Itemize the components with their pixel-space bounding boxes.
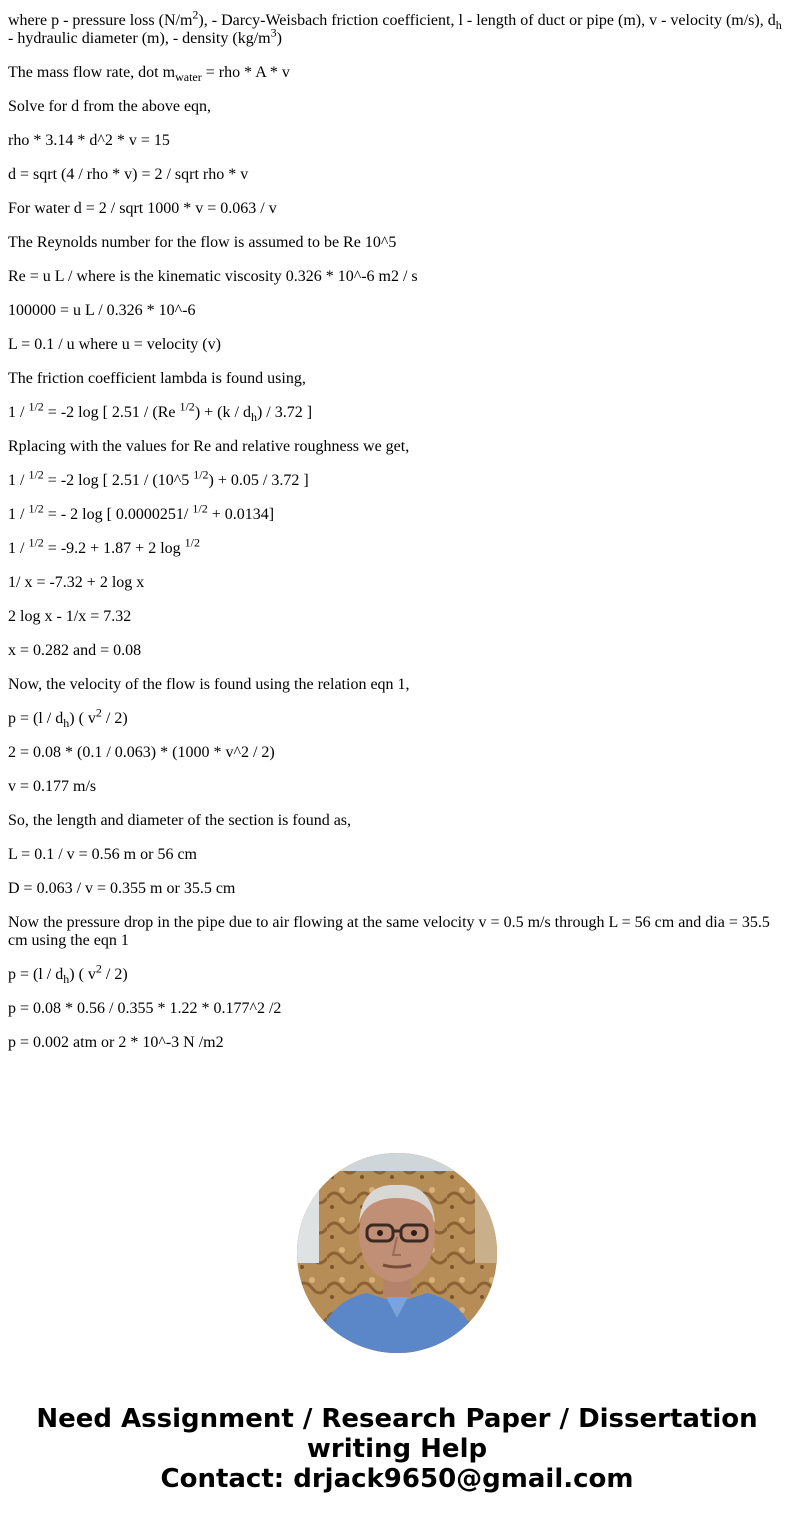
line-text: x = 0.282 and = 0.08 [8,642,142,659]
line-friction-eqn-3: 1 / $^{1/2}$ = - 2 log [ 0.0000251/ $^{1/2}$ + 0.0134] [8,501,275,523]
solution-text [8,7,786,1068]
line-text: L = 0.1 / v = 0.56 m or 56 cm [8,846,197,863]
line-text: 2 = 0.08 * (0.1 / 0.063) * (1000 * v^2 / 2) [8,744,275,761]
line-text: 2 log x - 1/x = 7.32 [8,608,132,625]
line-pressure-eqn-2: $p = (l / d_h)$ ( $v^2 / 2$) [8,961,128,987]
line-pressure-eqn: $p = (l / d_h)$ ( $v^2 / 2$) [8,705,128,731]
line-text: L = 0.1 / u where u = velocity (v) [8,336,221,353]
line-text: v = 0.177 m/s [8,778,97,795]
line-text: d = sqrt (4 / rho * v) = 2 / sqrt rho * v [8,166,249,183]
line-friction-eqn-4: 1 / $^{1/2}$ = -9.2 + 1.87 + 2 log $^{1/2}$ [8,535,200,557]
footer-contact [0,1404,794,1494]
footer-email: Contact: drjack9650@gmail.com [160,1464,634,1494]
line-text: Rplacing with the values for Re and relative roughness we get, [8,438,410,455]
line-mass-flow: The mass flow rate, dot $m_{water}$ = rho * A * v [8,64,290,85]
line-text: D = 0.063 / v = 0.355 m or 35.5 cm [8,880,236,897]
line-text: p = 0.002 atm or 2 * 10^-3 N /m2 [8,1034,224,1051]
line-text: 1/ x = -7.32 + 2 log x [8,574,145,591]
line-text: The Reynolds number for the flow is assumed to be Re 10^5 [8,234,397,251]
line-friction-eqn-2: 1 / $^{1/2}$ = -2 log [ 2.51 / (10^5 $^{1/2}$) + 0.05 / 3.72 ] [8,467,309,489]
line-text: Now, the velocity of the flow is found using the relation eqn 1, [8,676,410,693]
line-text: Solve for d from the above eqn, [8,98,212,115]
line-text: The friction coefficient lambda is found using, [8,370,306,387]
line-text: Re = u L / where is the kinematic viscosity 0.326 * 10^-6 m2 / s [8,268,418,285]
avatar-portrait-icon [297,1153,497,1353]
line-text: p = 0.08 * 0.56 / 0.355 * 1.22 * 0.177^2 /2 [8,1000,282,1017]
line-text: For water d = 2 / sqrt 1000 * v = 0.063 / v [8,200,277,217]
line-text: So, the length and diameter of the section is found as, [8,812,352,829]
line-text: rho * 3.14 * d^2 * v = 15 [8,132,170,149]
line-text: 100000 = u L / 0.326 * 10^-6 [8,302,196,319]
line-friction-eqn: 1 / $^{1/2}$ = -2 log [ 2.51 / (Re $^{1/2}) + (k / d_h) / 3.72$ ] [8,399,313,425]
line-variables: where p - pressure loss $(N/m^2)$, - Darcy-Weisbach friction coefficient, l - length of duct or pipe (m), v - velocity (m/s), $d_h$ - hydraulic diameter (m), - density $(kg/m^3)$ [8,7,782,47]
footer-line: Need Assignment / Research Paper / Dissertation [36,1404,758,1434]
avatar [297,1153,497,1353]
footer-line: writing Help [306,1434,488,1464]
line-text: Now the pressure drop in the pipe due to air flowing at the same velocity v = 0.5 m/s through L = 56 cm and dia = 35.5 cm using the eqn 1 [8,914,770,949]
